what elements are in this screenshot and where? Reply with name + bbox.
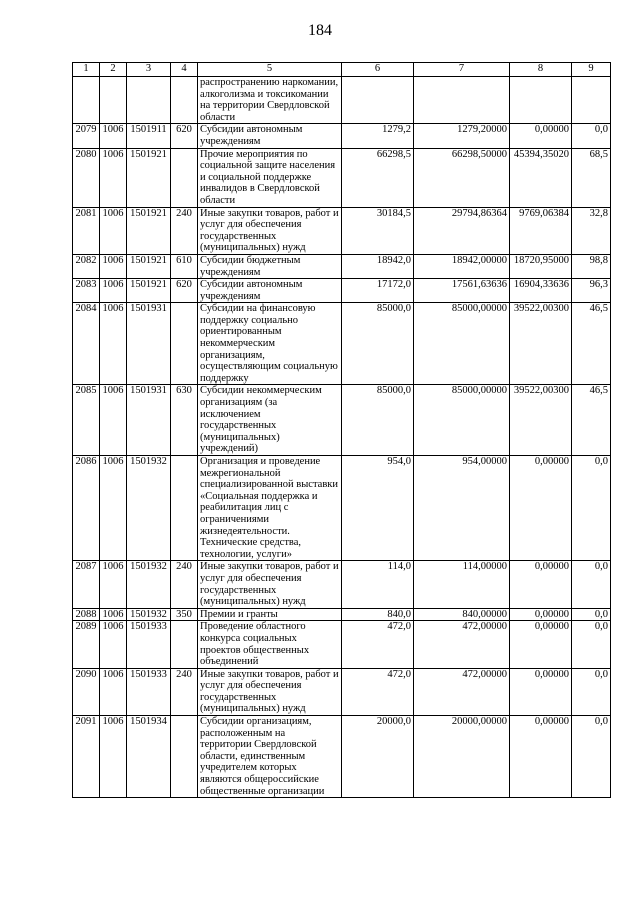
execution-percent-cell: 0,0 <box>572 716 611 798</box>
executed-amount-cell: 16904,33636 <box>510 279 572 303</box>
row-number-cell: 2079 <box>73 124 100 148</box>
planned-amount-cell <box>342 77 414 124</box>
planned-amount-cell: 66298,5 <box>342 148 414 207</box>
execution-percent-cell: 0,0 <box>572 456 611 561</box>
item-name-cell: Субсидии бюджетным учреждениям <box>198 254 342 278</box>
table-row <box>73 303 611 385</box>
execution-percent-cell: 0,0 <box>572 124 611 148</box>
table-body <box>73 77 611 798</box>
item-name-cell: Субсидии некоммерческим организациям (за исключением государственных (муниципальных) учреждений) <box>198 385 342 456</box>
target-article-code-cell: 1501932 <box>127 456 171 561</box>
executed-amount-cell: 0,00000 <box>510 668 572 715</box>
item-name-cell: распространению наркомании, алкоголизма и токсикомании на территории Свердловской области <box>198 77 342 124</box>
approved-amount-cell: 1279,20000 <box>414 124 510 148</box>
approved-amount-cell: 954,00000 <box>414 456 510 561</box>
page-number: 184 <box>308 22 332 39</box>
approved-amount-cell: 20000,00000 <box>414 716 510 798</box>
table-row <box>73 207 611 254</box>
execution-percent-cell: 0,0 <box>572 561 611 608</box>
row-number-cell: 2083 <box>73 279 100 303</box>
column-header-5: 5 <box>198 63 342 77</box>
planned-amount-cell: 840,0 <box>342 608 414 621</box>
column-header-1: 1 <box>73 63 100 77</box>
approved-amount-cell: 17561,63636 <box>414 279 510 303</box>
section-code-cell: 1006 <box>100 207 127 254</box>
target-article-code-cell: 1501921 <box>127 279 171 303</box>
target-article-code-cell: 1501911 <box>127 124 171 148</box>
target-article-code-cell: 1501934 <box>127 716 171 798</box>
target-article-code-cell: 1501932 <box>127 561 171 608</box>
planned-amount-cell: 18942,0 <box>342 254 414 278</box>
target-article-code-cell: 1501931 <box>127 303 171 385</box>
column-header-2: 2 <box>100 63 127 77</box>
table-row <box>73 456 611 561</box>
target-article-code-cell: 1501932 <box>127 608 171 621</box>
table-row <box>73 148 611 207</box>
column-header-8: 8 <box>510 63 572 77</box>
approved-amount-cell: 840,00000 <box>414 608 510 621</box>
section-code-cell: 1006 <box>100 148 127 207</box>
planned-amount-cell: 954,0 <box>342 456 414 561</box>
executed-amount-cell: 0,00000 <box>510 456 572 561</box>
row-number-cell: 2082 <box>73 254 100 278</box>
section-code-cell: 1006 <box>100 608 127 621</box>
executed-amount-cell: 39522,00300 <box>510 303 572 385</box>
planned-amount-cell: 85000,0 <box>342 385 414 456</box>
expense-type-code-cell: 630 <box>171 385 198 456</box>
budget-table <box>72 62 611 798</box>
target-article-code-cell <box>127 77 171 124</box>
row-number-cell: 2081 <box>73 207 100 254</box>
execution-percent-cell: 96,3 <box>572 279 611 303</box>
section-code-cell: 1006 <box>100 124 127 148</box>
section-code-cell: 1006 <box>100 303 127 385</box>
table-row <box>73 77 611 124</box>
executed-amount-cell: 0,00000 <box>510 621 572 668</box>
expense-type-code-cell <box>171 303 198 385</box>
approved-amount-cell: 85000,00000 <box>414 385 510 456</box>
table-row <box>73 254 611 278</box>
row-number-cell: 2085 <box>73 385 100 456</box>
expense-type-code-cell <box>171 148 198 207</box>
approved-amount-cell: 472,00000 <box>414 621 510 668</box>
executed-amount-cell: 45394,35020 <box>510 148 572 207</box>
expense-type-code-cell: 620 <box>171 279 198 303</box>
expense-type-code-cell <box>171 456 198 561</box>
executed-amount-cell: 18720,95000 <box>510 254 572 278</box>
section-code-cell: 1006 <box>100 456 127 561</box>
section-code-cell: 1006 <box>100 621 127 668</box>
item-name-cell: Субсидии автономным учреждениям <box>198 279 342 303</box>
expense-type-code-cell: 240 <box>171 668 198 715</box>
row-number-cell: 2086 <box>73 456 100 561</box>
row-number-cell: 2087 <box>73 561 100 608</box>
target-article-code-cell: 1501921 <box>127 254 171 278</box>
execution-percent-cell: 46,5 <box>572 303 611 385</box>
approved-amount-cell: 18942,00000 <box>414 254 510 278</box>
planned-amount-cell: 20000,0 <box>342 716 414 798</box>
expense-type-code-cell <box>171 621 198 668</box>
execution-percent-cell <box>572 77 611 124</box>
section-code-cell: 1006 <box>100 561 127 608</box>
column-header-4: 4 <box>171 63 198 77</box>
row-number-cell <box>73 77 100 124</box>
execution-percent-cell: 46,5 <box>572 385 611 456</box>
approved-amount-cell: 472,00000 <box>414 668 510 715</box>
expense-type-code-cell: 620 <box>171 124 198 148</box>
item-name-cell: Иные закупки товаров, работ и услуг для обеспечения государственных (муниципальных) нужд <box>198 561 342 608</box>
planned-amount-cell: 114,0 <box>342 561 414 608</box>
expense-type-code-cell: 240 <box>171 207 198 254</box>
execution-percent-cell: 32,8 <box>572 207 611 254</box>
executed-amount-cell: 0,00000 <box>510 716 572 798</box>
table-row <box>73 716 611 798</box>
execution-percent-cell: 68,5 <box>572 148 611 207</box>
row-number-cell: 2088 <box>73 608 100 621</box>
item-name-cell: Проведение областного конкурса социальных проектов общественных объединений <box>198 621 342 668</box>
executed-amount-cell: 0,00000 <box>510 124 572 148</box>
executed-amount-cell <box>510 77 572 124</box>
target-article-code-cell: 1501921 <box>127 207 171 254</box>
expense-type-code-cell: 610 <box>171 254 198 278</box>
executed-amount-cell: 0,00000 <box>510 608 572 621</box>
column-header-6: 6 <box>342 63 414 77</box>
planned-amount-cell: 472,0 <box>342 621 414 668</box>
item-name-cell: Иные закупки товаров, работ и услуг для обеспечения государственных (муниципальных) нужд <box>198 668 342 715</box>
section-code-cell: 1006 <box>100 716 127 798</box>
planned-amount-cell: 472,0 <box>342 668 414 715</box>
table-row <box>73 279 611 303</box>
target-article-code-cell: 1501933 <box>127 621 171 668</box>
expense-type-code-cell: 240 <box>171 561 198 608</box>
item-name-cell: Иные закупки товаров, работ и услуг для обеспечения государственных (муниципальных) нужд <box>198 207 342 254</box>
table-row <box>73 561 611 608</box>
executed-amount-cell: 9769,06384 <box>510 207 572 254</box>
row-number-cell: 2084 <box>73 303 100 385</box>
expense-type-code-cell <box>171 77 198 124</box>
item-name-cell: Премии и гранты <box>198 608 342 621</box>
row-number-cell: 2089 <box>73 621 100 668</box>
execution-percent-cell: 0,0 <box>572 608 611 621</box>
planned-amount-cell: 1279,2 <box>342 124 414 148</box>
table-row <box>73 668 611 715</box>
table-row <box>73 621 611 668</box>
table-row <box>73 385 611 456</box>
approved-amount-cell: 114,00000 <box>414 561 510 608</box>
executed-amount-cell: 39522,00300 <box>510 385 572 456</box>
table-row <box>73 124 611 148</box>
expense-type-code-cell: 350 <box>171 608 198 621</box>
item-name-cell: Прочие мероприятия по социальной защите населения и социальной поддержке инвалидов в Свердловской области <box>198 148 342 207</box>
section-code-cell: 1006 <box>100 254 127 278</box>
executed-amount-cell: 0,00000 <box>510 561 572 608</box>
target-article-code-cell: 1501931 <box>127 385 171 456</box>
row-number-cell: 2080 <box>73 148 100 207</box>
approved-amount-cell: 66298,50000 <box>414 148 510 207</box>
approved-amount-cell: 85000,00000 <box>414 303 510 385</box>
planned-amount-cell: 85000,0 <box>342 303 414 385</box>
row-number-cell: 2091 <box>73 716 100 798</box>
column-header-9: 9 <box>572 63 611 77</box>
item-name-cell: Организация и проведение межрегиональной специализированной выставки «Социальная поддержка и реабилитация лиц с ограничениями жизнедеятельности. Технические средства, технологии, услуги» <box>198 456 342 561</box>
item-name-cell: Субсидии на финансовую поддержку социально ориентированным некоммерческим организациям, осуществляющим социальную поддержку <box>198 303 342 385</box>
section-code-cell: 1006 <box>100 385 127 456</box>
target-article-code-cell: 1501933 <box>127 668 171 715</box>
execution-percent-cell: 0,0 <box>572 621 611 668</box>
column-header-3: 3 <box>127 63 171 77</box>
section-code-cell <box>100 77 127 124</box>
target-article-code-cell: 1501921 <box>127 148 171 207</box>
item-name-cell: Субсидии автономным учреждениям <box>198 124 342 148</box>
column-header-7: 7 <box>414 63 510 77</box>
table-header-row <box>73 63 611 77</box>
execution-percent-cell: 0,0 <box>572 668 611 715</box>
item-name-cell: Субсидии организациям, расположенным на территории Свердловской области, единственным учредителем которых являются общероссийские общественные организации <box>198 716 342 798</box>
approved-amount-cell <box>414 77 510 124</box>
approved-amount-cell: 29794,86364 <box>414 207 510 254</box>
row-number-cell: 2090 <box>73 668 100 715</box>
execution-percent-cell: 98,8 <box>572 254 611 278</box>
planned-amount-cell: 17172,0 <box>342 279 414 303</box>
planned-amount-cell: 30184,5 <box>342 207 414 254</box>
table-row <box>73 608 611 621</box>
section-code-cell: 1006 <box>100 279 127 303</box>
section-code-cell: 1006 <box>100 668 127 715</box>
expense-type-code-cell <box>171 716 198 798</box>
